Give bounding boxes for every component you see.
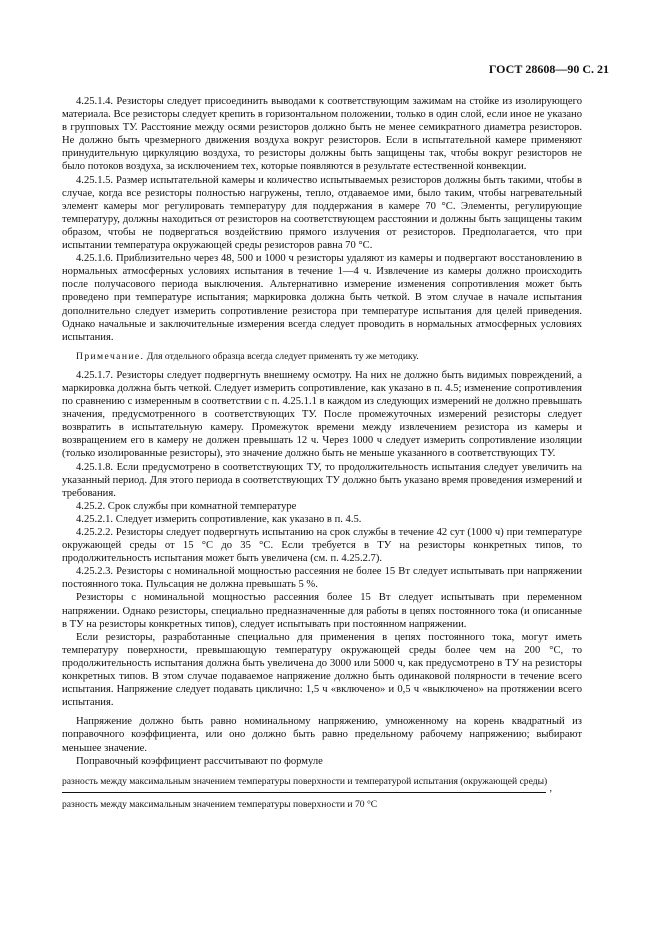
paragraph-4-25-2-1: 4.25.2.1. Следует измерить сопротивление, как указано в п. 4.5.: [76, 513, 362, 525]
paragraph-ac-voltage: Резисторы с номинальной мощностью рассеяния более 15 Вт следует испытывать при переменном напряжении. Однако резисторы, специально предназначенные для работы в цепях постоянного тока (и описанные в ТУ на резисторы конкретных типов), следует испытывать при постоянном напряжении.: [62, 592, 582, 630]
paragraph-4-25-2-2: 4.25.2.2. Резисторы следует подвергнуть испытанию на срок службы в течение 42 сут (1000 ч) при температуре окружающей среды от 15 °С до 35 °С. Если требуется в ТУ на резисторы конкретных типов, то продолжительность испытания может быть увеличена (см. п. 4.25.2.7).: [62, 527, 582, 565]
paragraph-4-25-1-7: 4.25.1.7. Резисторы следует подвергнуть внешнему осмотру. На них не должно быть видимых повреждений, а маркировка должна быть четкой. Следует измерить сопротивление, как указано в п. 4.5; изменение сопротивления по сравнению с измеренным в соответствии с п. 4.25.1.1 в каждом из следующих измерений не должно превышать значения, предусмотренного в соответствующих ТУ. После промежуточных измерений резисторы следует возвратить в испытательную камеру. Промежуток времени между извлечением резистора из камеры и возвращением его в камеру не должен превышать 12 ч. Через 1000 ч следует измерить сопротивление изоляции (только изолированные резисторы), это значение должно быть не меньше указанного в соответствующих ТУ.: [62, 369, 582, 460]
paragraph-4-25-1-8: 4.25.1.8. Если предусмотрено в соответствующих ТУ, то продолжительность испытания следует увеличить на указанный период. Для этого периода в соответствующих ТУ должно быть указано время проведения измерений и требования.: [62, 461, 582, 499]
paragraph-4-25-1-4: 4.25.1.4. Резисторы следует присоединить выводами к соответствующим зажимам на стойке из изолирующего материала. Все резисторы следует крепить в горизонтальном положении, только в один слой, если иное не указано в групповых ТУ. Расстояние между осями резисторов должно быть не менее семикратного диаметра резисторов. Не должно быть чрезмерного движения воздуха вокруг резисторов. Если в испытательной камере применяют принудительную циркуляцию воздуха, то резисторы должны быть защищены так, чтобы вокруг резисторов не было потоков воздуха, за исключением тех, которые появляются в результате естественной конвекции.: [62, 96, 582, 173]
note-label: Примечание.: [76, 350, 145, 362]
note-text: Для отдельного образца всегда следует применять ту же методику.: [144, 350, 419, 362]
document-body: [62, 95, 582, 812]
paragraph-4-25-2: 4.25.2. Срок службы при комнатной температуре: [76, 500, 297, 512]
fraction-line: [62, 792, 546, 793]
paragraph-voltage: Напряжение должно быть равно номинальному напряжению, умноженному на корень квадратный из поправочного коэффициента, или оно должно быть равно предельному рабочему напряжению; выбирают меньшее значение.: [62, 716, 582, 754]
note: [62, 350, 582, 363]
paragraph-formula-intro: Поправочный коэффициент рассчитывают по формуле: [76, 755, 323, 767]
paragraph-4-25-1-6: 4.25.1.6. Приблизительно через 48, 500 и 1000 ч резисторы удаляют из камеры и подвергают восстановлению в нормальных атмосферных условиях испытания в течение 1—4 ч. Извлечение из камеры должно происходить после получасового периода выключения. Альтернативно измерение изменения сопротивления может быть проведено при температуре испытания; маркировка должна быть четкой. В этом случае в начале испытания дополнительно следует измерить сопротивление резистора при температуре испытания для целей приведения. Однако начальные и заключительные измерения всегда следует проводить в нормальных атмосферных условиях испытания.: [62, 253, 582, 343]
formula-denominator: разность между максимальным значением температуры поверхности и 70 °С: [62, 799, 378, 811]
correction-formula: [62, 776, 582, 812]
page-header: ГОСТ 28608—90 С. 21: [488, 62, 609, 76]
paragraph-4-25-2-3: 4.25.2.3. Резисторы с номинальной мощностью рассеяния не более 15 Вт следует испытывать при напряжении постоянного тока. Пульсация не должна превышать 5 %.: [62, 566, 582, 591]
paragraph-4-25-1-5: 4.25.1.5. Размер испытательной камеры и количество испытываемых резисторов должны быть такими, чтобы в случае, когда все резисторы полностью нагружены, тепло, отдаваемое ими, было таким, чтобы нагревательный элемент камеры мог регулировать температуру для поддержания в камере 70 °С. Элементы, регулирующие температуру, должны находиться от резисторов на соответствующем расстоянии и должны быть защищены таким образом, чтобы не подвергаться воздействию прямого излучения от резисторов. Предполагается, что при испытании температура окружающей среды резисторов равна 70 °С.: [62, 174, 582, 252]
paragraph-dc-resistors: Если резисторы, разработанные специально для применения в цепях постоянного тока, могут иметь температуру поверхности, превышающую температуру окружающей среды более чем на 200 °С, то продолжительность испытания должна быть увеличена до 3000 или 5000 ч, как предусмотрено в ТУ на резисторы конкретных типов. В этом случае подаваемое напряжение должно быть одинаковой полярности в течение всего испытания. Напряжение следует подавать циклично: 1,5 ч «включено» и 0,5 ч «выключено» на протяжении всего испытания.: [62, 631, 582, 709]
formula-numerator: разность между максимальным значением температуры поверхности и температурой испытания (окружающей среды): [62, 775, 548, 787]
